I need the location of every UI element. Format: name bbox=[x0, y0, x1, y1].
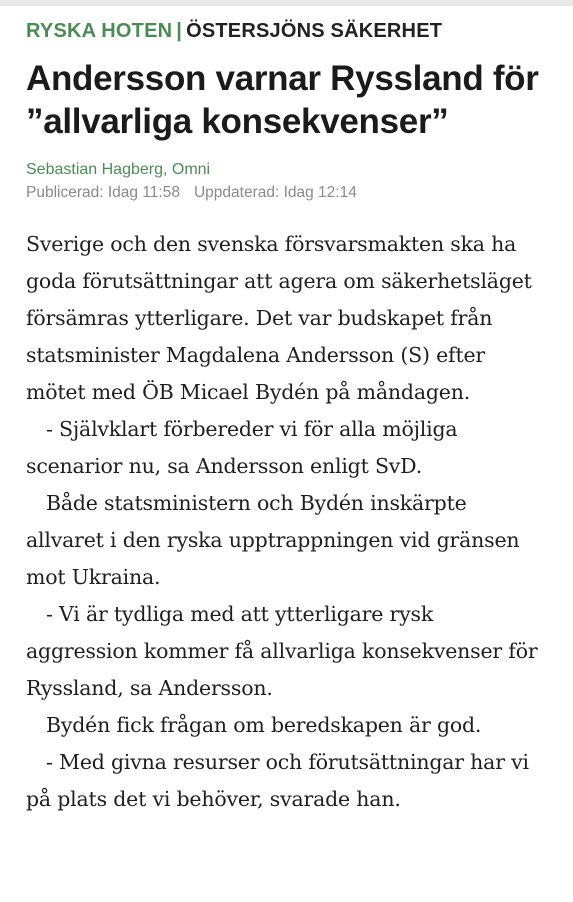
article bbox=[0, 20, 573, 818]
article-paragraph: Bydén fick frågan om beredskapen är god. bbox=[46, 713, 482, 737]
kicker-section-link[interactable]: ÖSTERSJÖNS SÄKERHET bbox=[186, 20, 443, 42]
top-divider bbox=[0, 0, 573, 6]
article-dates bbox=[26, 184, 547, 202]
article-paragraph: - Självklart förbereder vi för alla möjliga scenarior nu, sa Andersson enligt SvD. bbox=[26, 417, 458, 478]
article-paragraph: Sverige och den svenska försvarsmakten ska ha goda förutsättningar att agera om säkerhetsläget försämras ytterligare. Det var budskapet från statsminister Magdalena Andersson (S) efter mötet med ÖB Micael Bydén på måndagen. bbox=[26, 232, 532, 404]
kicker-topic-link[interactable]: RYSKA HOTEN bbox=[26, 20, 173, 42]
article-byline[interactable]: Sebastian Hagberg, Omni bbox=[26, 161, 211, 178]
article-paragraph: Både statsministern och Bydén inskärpte allvaret i den ryska upptrappningen vid gränsen mot Ukraina. bbox=[26, 491, 520, 589]
article-body bbox=[26, 226, 547, 818]
published-date: Publicerad: Idag 11:58 bbox=[26, 184, 180, 201]
article-paragraph: - Med givna resurser och förutsättningar har vi på plats det vi behöver, svarade han. bbox=[26, 750, 529, 811]
kicker bbox=[26, 20, 547, 43]
kicker-separator: | bbox=[176, 20, 183, 42]
article-paragraph: - Vi är tydliga med att ytterligare rysk aggression kommer få allvarliga konsekvenser för Ryssland, sa Andersson. bbox=[26, 602, 538, 700]
updated-date: Uppdaterad: Idag 12:14 bbox=[193, 184, 357, 201]
article-headline: Andersson varnar Ryssland för ”allvarliga konsekvenser” bbox=[26, 59, 539, 141]
